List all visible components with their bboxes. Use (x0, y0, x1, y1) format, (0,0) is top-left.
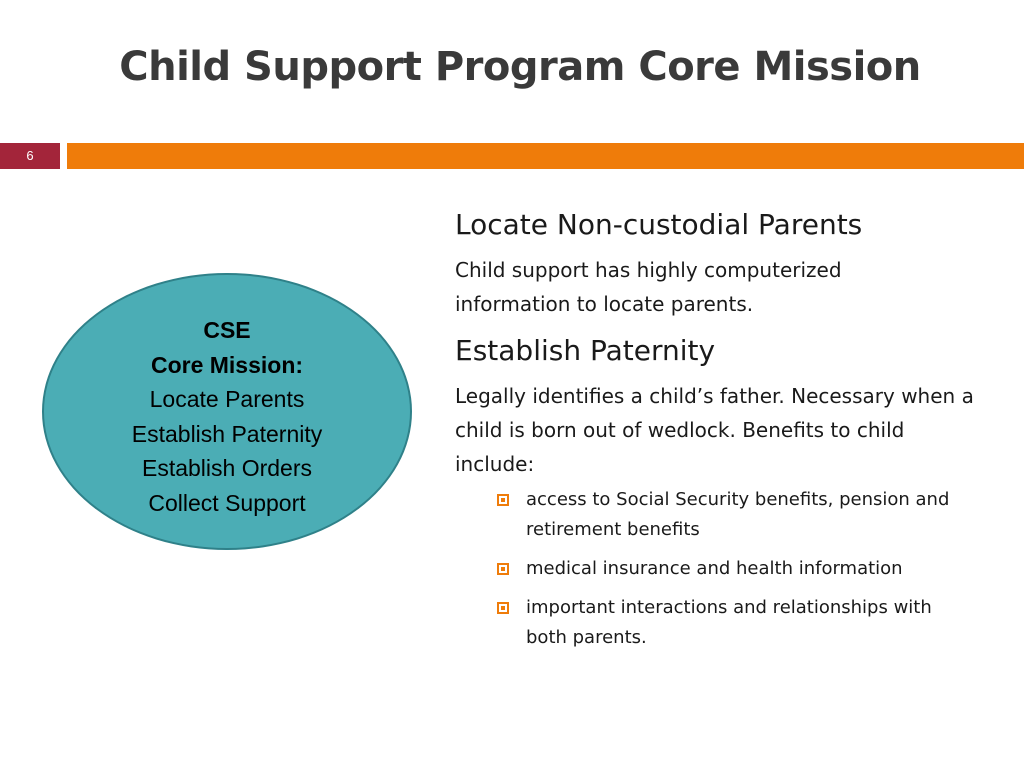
text-establish-paternity: Legally identifies a child’s father. Necessary when a child is born out of wedlock. Benefits to child include: (455, 384, 974, 476)
bullet-text: access to Social Security benefits, pension and retirement benefits (526, 489, 950, 540)
oval-item-establish-paternity: Establish Paternity (131, 420, 323, 447)
text-locate-parents: Child support has highly computerized information to locate parents. (455, 258, 842, 316)
heading-establish-paternity: Establish Paternity (455, 334, 716, 367)
heading-locate-parents: Locate Non-custodial Parents (455, 208, 863, 241)
oval-item-establish-orders: Establish Orders (141, 455, 312, 481)
square-bullet-icon (497, 494, 509, 506)
oval-heading-core-mission: Core Mission: (150, 351, 304, 378)
oval-item-collect-support: Collect Support (148, 489, 306, 516)
slide-title: Child Support Program Core Mission (119, 44, 921, 90)
slide-number-badge (0, 143, 60, 169)
core-mission-text (42, 313, 412, 520)
bullet-text: medical insurance and health information (526, 558, 903, 579)
list-item (497, 485, 978, 545)
oval-heading-cse: CSE (203, 317, 251, 343)
list-item (497, 593, 978, 653)
list-item (497, 554, 978, 584)
oval-item-locate-parents: Locate Parents (149, 386, 305, 412)
benefits-list (455, 485, 985, 653)
accent-bar (67, 143, 1024, 169)
square-bullet-icon (497, 563, 509, 575)
square-bullet-icon (497, 602, 509, 614)
bullet-text: important interactions and relationships with both parents. (526, 597, 932, 648)
content-column (455, 205, 985, 662)
slide-number: 6 (26, 148, 34, 163)
